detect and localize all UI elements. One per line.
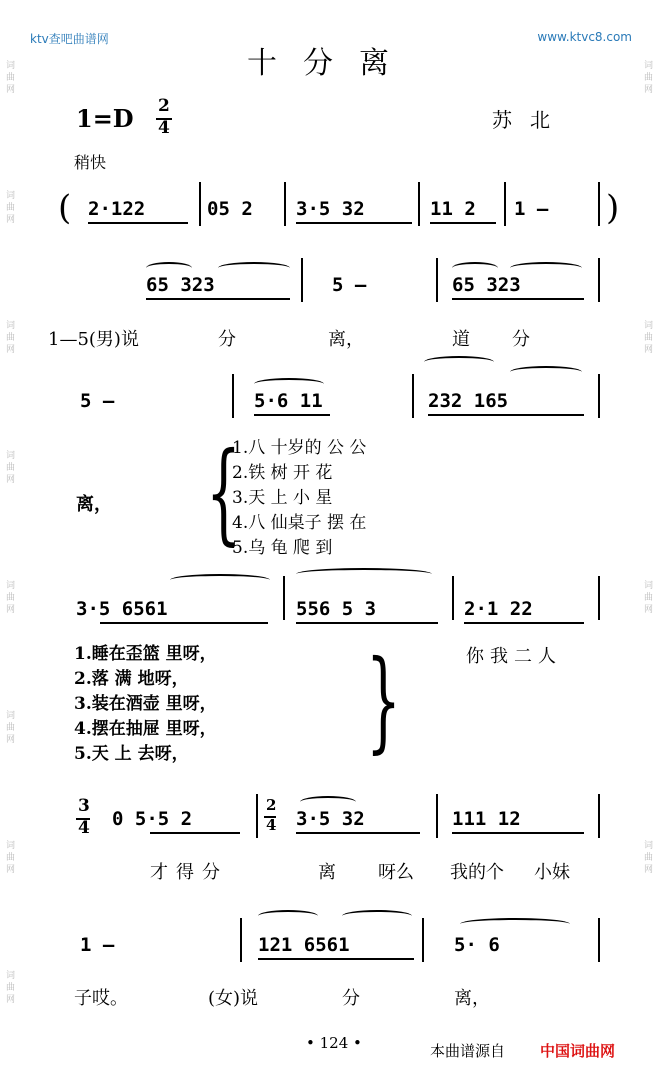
- watermark-left: ktv查吧曲谱网: [30, 32, 109, 46]
- barline: [301, 258, 303, 302]
- verse-brace: {: [206, 428, 241, 556]
- side-watermark: 词曲网: [6, 191, 16, 225]
- barline: [418, 182, 420, 226]
- slur: [452, 262, 498, 274]
- beam: [428, 414, 584, 416]
- measure: 65 323: [146, 274, 215, 296]
- lyric: 分: [342, 988, 360, 1009]
- barline: [256, 794, 258, 838]
- source-label: 本曲谱源自: [430, 1042, 506, 1060]
- measure: 232 165: [428, 390, 509, 412]
- watermark-right: www.ktvc8.com: [537, 30, 632, 44]
- lyric: 才得分: [150, 862, 228, 883]
- beam: [296, 222, 412, 224]
- slur: [510, 366, 582, 378]
- measure: 5· 6: [454, 934, 500, 956]
- barline: [422, 918, 424, 962]
- slur: [342, 910, 412, 922]
- side-watermark: 词曲网: [6, 841, 16, 875]
- lyric: 小妹: [534, 862, 570, 883]
- lyric: 1—5(男)说: [48, 329, 139, 350]
- side-watermark: 词曲网: [6, 581, 16, 615]
- slur: [296, 568, 432, 580]
- song-title: 十分离: [247, 46, 415, 81]
- side-watermark: 词曲网: [6, 451, 16, 485]
- measure: 5·6 11: [254, 390, 323, 412]
- slur: [300, 796, 356, 808]
- verse-line: 4.摆在抽屉 里呀，: [74, 719, 217, 739]
- beam: [100, 622, 268, 624]
- barline: [452, 576, 454, 620]
- measure: 111 12: [452, 808, 521, 830]
- barline: [199, 182, 201, 226]
- lyric: 我的个: [450, 862, 504, 883]
- verse-lines: [74, 642, 217, 767]
- beam: [430, 222, 496, 224]
- barline: [598, 794, 600, 838]
- lyric: (女)说: [208, 988, 259, 1009]
- barline: [598, 258, 600, 302]
- measure: 11 2: [430, 198, 476, 220]
- measure: 5 —: [80, 390, 115, 412]
- barline: [598, 182, 600, 226]
- verse-line: 5.乌 龟 爬 到: [232, 538, 333, 558]
- side-watermark: 词曲网: [644, 61, 654, 95]
- repeat-paren-close: ): [606, 188, 620, 228]
- verse-line: 3.天 上 小 星: [232, 488, 333, 508]
- measure: 2·1 22: [464, 598, 533, 620]
- beam: [296, 622, 438, 624]
- measure: 2·122: [88, 198, 146, 220]
- beam: [452, 298, 584, 300]
- beam: [452, 832, 584, 834]
- verse-line: 1.睡在歪篮 里呀，: [74, 644, 217, 664]
- barline: [412, 374, 414, 418]
- side-watermark: 词曲网: [6, 321, 16, 355]
- barline: [598, 374, 600, 418]
- beam: [146, 298, 290, 300]
- lyric: 分: [218, 329, 236, 350]
- lyric: 子哎。: [74, 988, 128, 1009]
- measure: 05 2: [207, 198, 253, 220]
- barline: [504, 182, 506, 226]
- verse-line: 3.装在酒壶 里呀，: [74, 694, 217, 714]
- time-sig-top: 3: [78, 796, 90, 816]
- measure: 3·5 32: [296, 198, 365, 220]
- slur: [218, 262, 290, 274]
- lyric: 离，: [76, 494, 112, 515]
- lyric: 你我二人: [466, 646, 562, 667]
- measure: 121 6561: [258, 934, 350, 956]
- slur: [170, 574, 270, 586]
- barline: [436, 794, 438, 838]
- measure: 1 —: [514, 198, 549, 220]
- side-watermark: 词曲网: [644, 581, 654, 615]
- brand-link[interactable]: 中国词曲网: [540, 1042, 616, 1060]
- measure: 65 323: [452, 274, 521, 296]
- repeat-paren-open: (: [58, 188, 72, 228]
- verse-lines: [232, 436, 366, 561]
- barline: [283, 576, 285, 620]
- barline: [436, 258, 438, 302]
- tempo-marking: 稍快: [74, 153, 107, 172]
- barline: [232, 374, 234, 418]
- slur: [510, 262, 582, 274]
- tie: [460, 918, 570, 930]
- verse-line: 4.八 仙桌子 摆 在: [232, 513, 367, 533]
- lyric: 离，: [454, 988, 490, 1009]
- side-watermark: 词曲网: [644, 321, 654, 355]
- lyric: 离，: [328, 329, 364, 350]
- measure: 3·5 6561: [76, 598, 168, 620]
- beam: [150, 832, 240, 834]
- side-watermark: 词曲网: [6, 711, 16, 745]
- barline: [284, 182, 286, 226]
- measure: 0 5·5 2: [112, 808, 193, 830]
- measure: 3·5 32: [296, 808, 365, 830]
- beam: [296, 832, 420, 834]
- lyric: 分: [512, 329, 530, 350]
- measure: 1 —: [80, 934, 115, 956]
- side-watermark: 词曲网: [6, 61, 16, 95]
- key-signature: 1=D: [76, 104, 134, 133]
- side-watermark: 词曲网: [6, 971, 16, 1005]
- slur: [424, 356, 494, 368]
- time-sig-top: 2: [266, 796, 277, 814]
- barline: [240, 918, 242, 962]
- beam: [464, 622, 584, 624]
- beam: [254, 414, 330, 416]
- slur: [146, 262, 192, 274]
- slur: [254, 378, 324, 390]
- measure: 556 5 3: [296, 598, 377, 620]
- time-sig-bottom: 4: [78, 818, 90, 838]
- barline: [598, 576, 600, 620]
- origin-label: 苏北: [492, 108, 568, 132]
- barline: [598, 918, 600, 962]
- lyric: 呀么: [378, 862, 414, 883]
- side-watermark: 词曲网: [644, 841, 654, 875]
- time-sig-top: 2: [158, 96, 170, 116]
- page-number: • 124 •: [306, 1034, 362, 1052]
- beam: [258, 958, 414, 960]
- verse-brace: }: [366, 636, 401, 764]
- slur: [258, 910, 318, 922]
- verse-line: 1.八 十岁的 公 公: [232, 438, 367, 458]
- measure: 5 —: [332, 274, 367, 296]
- lyric: 离: [318, 862, 336, 883]
- verse-line: 5.天 上 去呀，: [74, 744, 189, 764]
- time-sig-bottom: 4: [158, 118, 170, 138]
- time-sig-bottom: 4: [266, 816, 277, 834]
- lyric: 道: [452, 329, 470, 350]
- verse-line: 2.铁 树 开 花: [232, 463, 333, 483]
- verse-line: 2.落 满 地呀，: [74, 669, 189, 689]
- beam: [88, 222, 188, 224]
